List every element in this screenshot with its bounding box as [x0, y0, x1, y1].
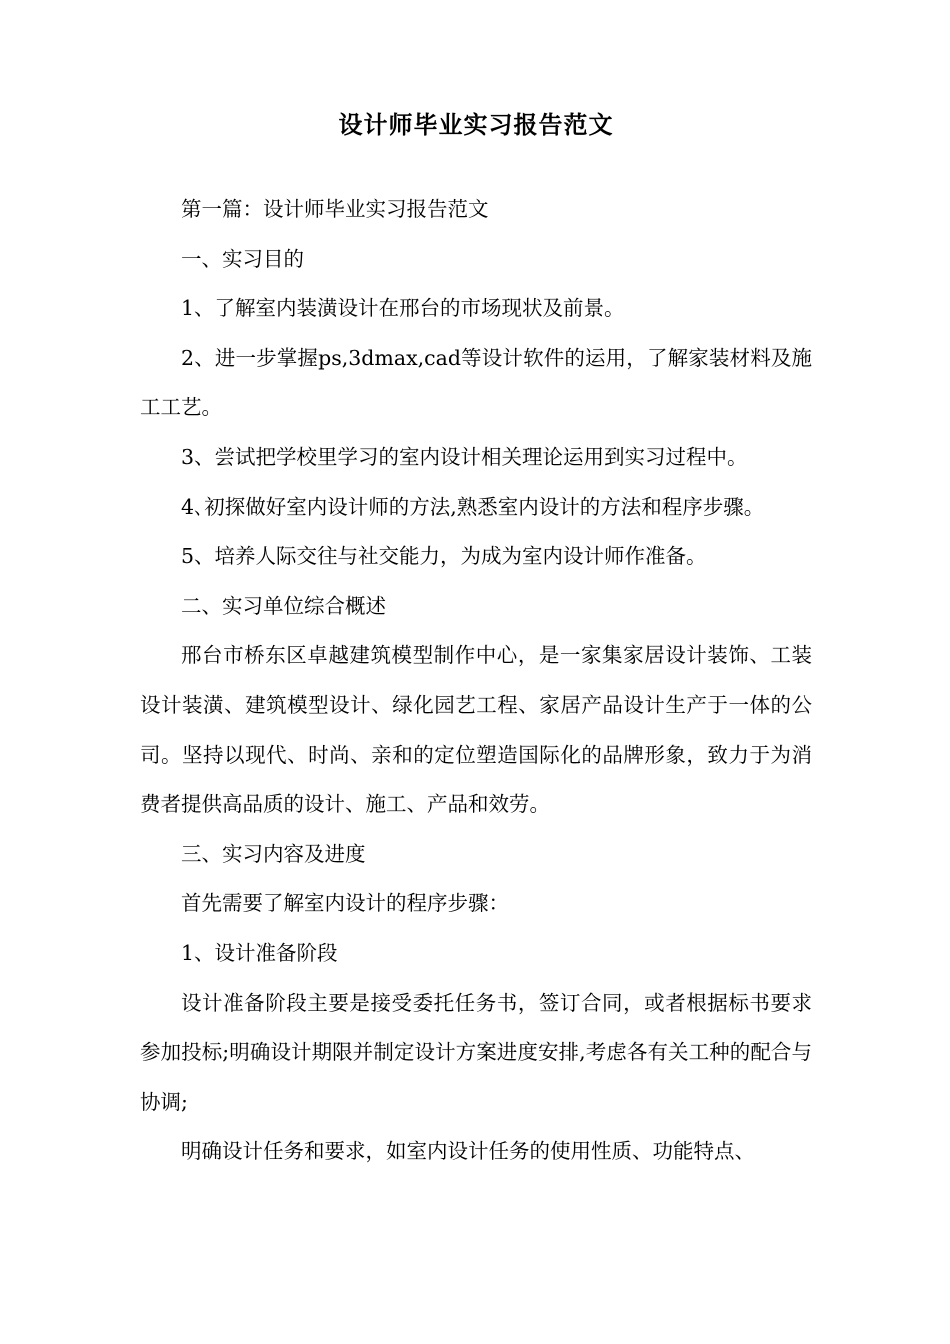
- list-item-purpose-3: 3、尝试把学校里学习的室内设计相关理论运用到实习过程中。: [181, 444, 748, 469]
- list-item-purpose-5: 5、培养人际交往与社交能力，为成为室内设计师作准备。: [181, 544, 707, 569]
- paragraph-preparation: 设计准备阶段主要是接受委托任务书，签订合同，或者根据标书要求参加投标;明确设计期限并制定设计方案进度安排,考虑各有关工种的配合与协调;: [140, 990, 812, 1114]
- paragraph-chapter-heading: 第一篇：设计师毕业实习报告范文: [181, 197, 489, 221]
- section-heading-content: 三、实习内容及进度: [181, 841, 366, 866]
- subsection-heading-preparation: 1、设计准备阶段: [181, 940, 338, 965]
- paragraph-requirements: 明确设计任务和要求，如室内设计任务的使用性质、功能特点、: [181, 1139, 755, 1164]
- list-item-purpose-1: 1、了解室内装潢设计在邢台的市场现状及前景。: [181, 296, 625, 321]
- paragraph-company-overview: 邢台市桥东区卓越建筑模型制作中心，是一家集家居设计装饰、工装设计装潢、建筑模型设计、绿化园艺工程、家居产品设计生产于一体的公司。坚持以现代、时尚、亲和的定位塑造国际化的品牌形象，致力于为消费者提供高品质的设计、施工、产品和效劳。: [140, 643, 812, 817]
- list-item-purpose-2: 2、进一步掌握ps,3dmax,cad等设计软件的运用，了解家装材料及施工工艺。: [140, 345, 812, 420]
- section-heading-purpose: 一、实习目的: [181, 246, 304, 271]
- document-body: [140, 185, 812, 1177]
- paragraph-intro-steps: 首先需要了解室内设计的程序步骤：: [181, 891, 509, 916]
- section-heading-company: 二、实习单位综合概述: [181, 593, 386, 618]
- list-item-purpose-4: 4､初探做好室内设计师的方法,熟悉室内设计的方法和程序步骤。: [181, 494, 765, 519]
- document-title: 设计师毕业实习报告范文: [338, 111, 614, 139]
